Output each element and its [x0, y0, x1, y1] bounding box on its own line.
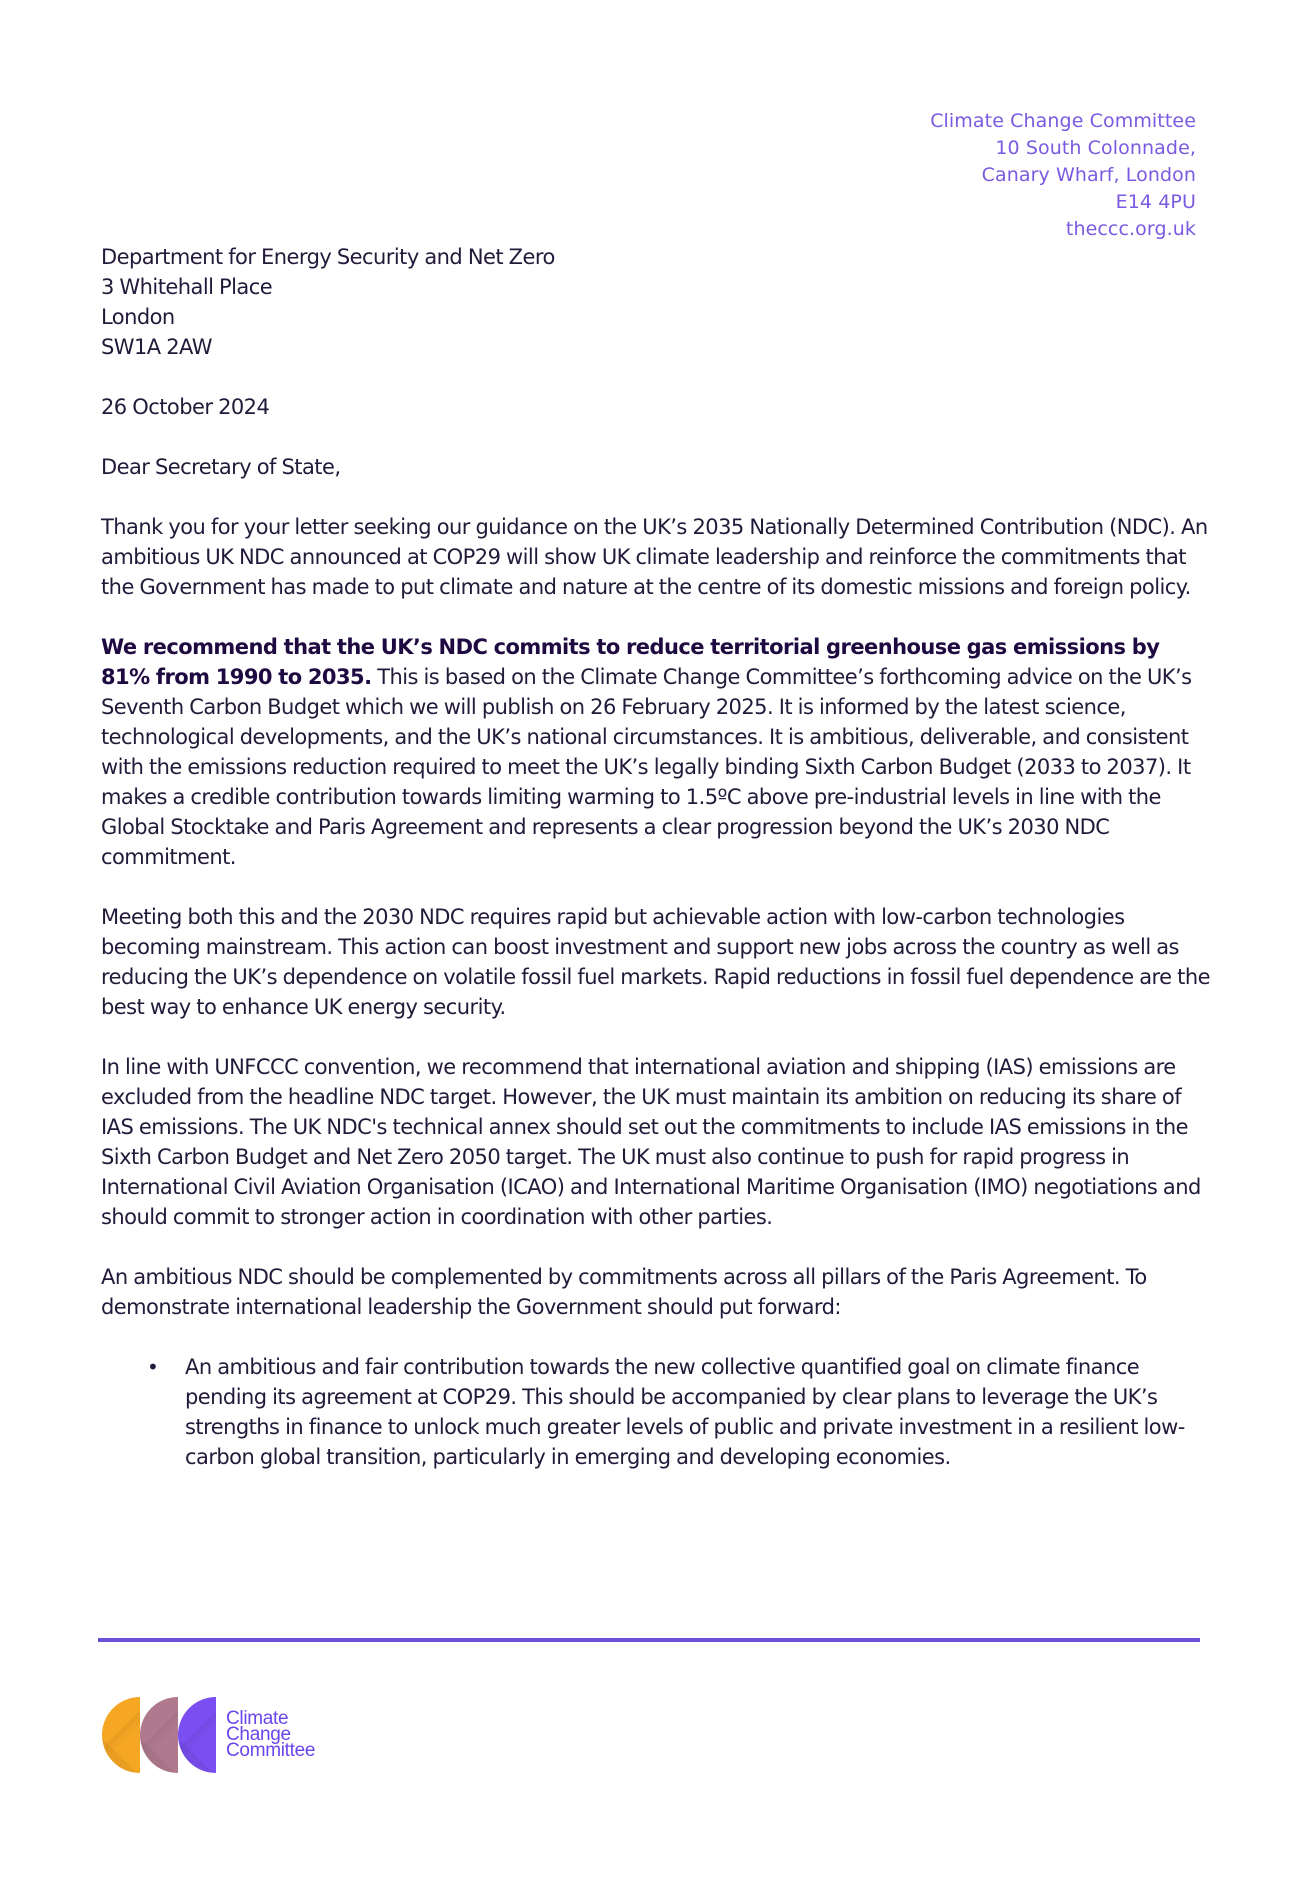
footer-divider	[98, 1638, 1200, 1642]
paragraph-ias: In line with UNFCCC convention, we recommend that international aviation and shipping (IAS) emissions are excluded from the headline NDC target. However, the UK must maintain its ambition on reducing its share of IAS emissions. The UK NDC's technical annex should set out the commitments to include IAS emissions in the Sixth Carbon Budget and Net Zero 2050 target. The UK must also continue to push for rapid progress in International Civil Aviation Organisation (ICAO) and International Maritime Organisation (IMO) negotiations and should commit to stronger action in coordination with other parties.	[101, 1055, 1201, 1229]
sender-address-block	[930, 108, 1196, 243]
salutation: Dear Secretary of State,	[101, 455, 341, 479]
letter-date: 26 October 2024	[101, 395, 270, 419]
paragraph-recommendation	[101, 632, 1211, 872]
logo-wordmark	[226, 1708, 316, 1761]
sender-street: 10 South Colonnade,	[995, 137, 1196, 159]
sender-website: theccc.org.uk	[1065, 218, 1196, 240]
logo-globe-icon	[102, 1697, 216, 1773]
recipient-street: 3 Whitehall Place	[101, 275, 273, 299]
paragraph-pillars: An ambitious NDC should be complemented by commitments across all pillars of the Paris Agreement. To demonstrate international leadership the Government should put forward:	[101, 1265, 1147, 1319]
paragraph-intro: Thank you for your letter seeking our guidance on the UK’s 2035 Nationally Determined Contribution (NDC). An ambitious UK NDC announced at COP29 will show UK climate leadership and reinforce the commitments that the Government has made to put climate and nature at the centre of its domestic missions and foreign policy.	[101, 515, 1208, 599]
logo-word-committee: Committee	[226, 1740, 316, 1761]
logo-word-change: Change	[226, 1724, 291, 1745]
paragraph-delivery: Meeting both this and the 2030 NDC requires rapid but achievable action with low-carbon technologies becoming mainstream. This action can boost investment and support new jobs across the country as well as reducing the UK’s dependence on volatile fossil fuel markets. Rapid reductions in fossil fuel dependence are the best way to enhance UK energy security.	[101, 905, 1210, 1019]
list-item	[101, 1352, 1211, 1472]
recommendations-list	[101, 1352, 1211, 1472]
purple-half-globe-icon	[178, 1697, 216, 1773]
recommendation-detail: This is based on the Climate Change Committee’s forthcoming advice on the UK’s Seventh Carbon Budget which we will publish on 26 February 2025. It is informed by the latest science, technological developments, and the UK’s national circumstances. It is ambitious, deliverable, and consistent with the emissions reduction required to meet the UK’s legally binding Sixth Carbon Budget (2033 to 2037). It makes a credible contribution towards limiting warming to 1.5ºC above pre-industrial levels in line with the Global Stocktake and Paris Agreement and represents a clear progression beyond the UK’s 2030 NDC commitment.	[101, 665, 1192, 869]
sender-org-name: Climate Change Committee	[930, 110, 1196, 132]
recipient-department: Department for Energy Security and Net Zero	[101, 245, 555, 269]
logo-word-climate: Climate	[226, 1708, 289, 1729]
recipient-city: London	[101, 305, 175, 329]
sender-locality: Canary Wharf, London	[981, 164, 1196, 186]
orange-half-globe-icon	[102, 1697, 140, 1773]
recipient-postcode: SW1A 2AW	[101, 335, 212, 359]
mauve-half-globe-icon	[140, 1697, 178, 1773]
ccc-logo	[102, 1697, 315, 1773]
recipient-address-block	[101, 242, 1211, 362]
recommendation-headline: We recommend that the UK’s NDC commits to reduce territorial greenhouse gas emissions by 81% from 1990 to 2035.	[101, 635, 1160, 689]
bullet-icon: •	[147, 1355, 159, 1379]
letter-body	[101, 242, 1211, 1472]
sender-postcode: E14 4PU	[1115, 191, 1196, 213]
list-item-text: An ambitious and fair contribution towards the new collective quantified goal on climate finance pending its agreement at COP29. This should be accompanied by clear plans to leverage the UK’s strengths in finance to unlock much greater levels of public and private investment in a resilient low-carbon global transition, particularly in emerging and developing economies.	[185, 1355, 1185, 1469]
